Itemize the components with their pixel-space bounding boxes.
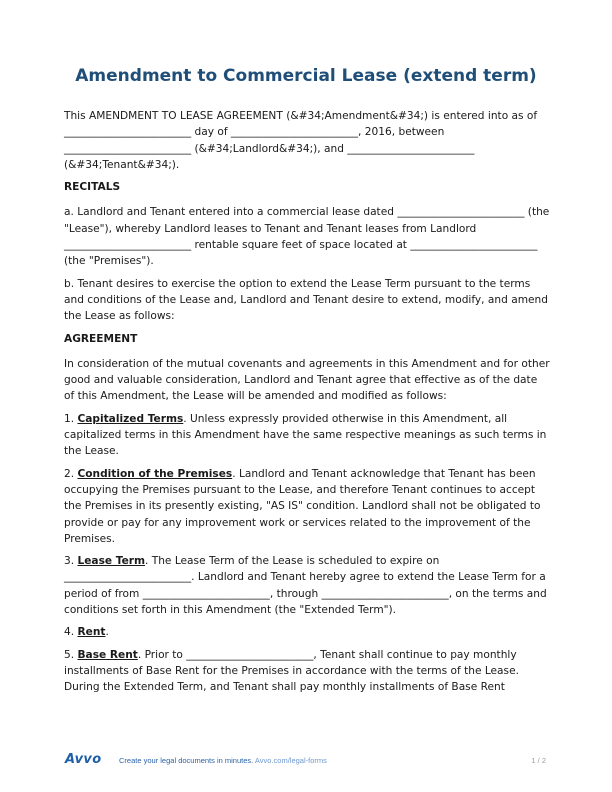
document-body (64, 108, 550, 702)
document-title: Amendment to Commercial Lease (extend term) (75, 66, 537, 86)
section-body: . (105, 626, 109, 639)
section-title: Lease Term (77, 555, 146, 568)
recital-a: a. Landlord and Tenant entered into a commercial lease dated ________________________ (the "Lease"), whereby Landlord leases to Tenant and Tenant leases from Landlord ________________________ rentable square feet of space located at ________________________ (the "Premises"). (64, 206, 550, 268)
section-rent (64, 624, 550, 640)
section-base-rent (64, 647, 550, 696)
section-lease-term (64, 553, 550, 618)
section-body: . Prior to ________________________, Tenant shall continue to pay monthly installments of Base Rent for the Premises in accordance with the terms of the Lease. During the Extended Term, and Tenant shall pay monthly installments of Base Rent (64, 648, 519, 694)
recitals-heading: RECITALS (64, 181, 121, 194)
legal-forms-link[interactable]: Avvo.com/legal-forms (254, 756, 327, 765)
agreement-intro: In consideration of the mutual covenants and agreements in this Amendment and for other good and valuable consideration, Landlord and Tenant agree that effective as of the date of this Amendment, the Lease will be amended and modified as follows: (64, 357, 550, 403)
avvo-logo[interactable]: Avvo (65, 752, 102, 767)
section-body: . Landlord and Tenant acknowledge that Tenant has been occupying the Premises pursuant to the Lease, and therefore Tenant continues to accept the Premises in its presently existing, "AS IS" condition. Landlord shall not be obligated to provide or pay for any improvement work or services related to the improvement of the Premises. (64, 467, 541, 545)
section-title: Rent (77, 626, 106, 639)
page-footer (0, 750, 612, 774)
section-number: 3. (64, 555, 78, 568)
section-number: 4. (64, 626, 78, 639)
intro-paragraph: This AMENDMENT TO LEASE AGREEMENT (&#34;Amendment&#34;) is entered into as of ________________________ day of ________________________, 2016, between ________________________ (&#34;Landlord&#34;), and ________________________ (&#34;Tenant&#34;). (64, 110, 538, 171)
tagline-text: Create your legal documents in minutes. (119, 756, 254, 765)
section-condition-of-premises (64, 466, 550, 547)
section-title: Base Rent (77, 648, 138, 661)
section-title: Condition of the Premises (77, 467, 233, 480)
agreement-heading: AGREEMENT (64, 332, 138, 345)
section-number: 2. (64, 467, 78, 480)
footer-tagline (119, 756, 327, 765)
section-body: . Unless expressly provided otherwise in this Amendment, all capitalized terms in this Amendment have the same respective meanings as such terms in the Lease. (64, 412, 547, 458)
recital-b: b. Tenant desires to exercise the option to extend the Lease Term pursuant to the terms and conditions of the Lease and, Landlord and Tenant desire to extend, modify, and amend the Lease as follows: (64, 277, 548, 323)
section-capitalized-terms (64, 411, 550, 460)
section-body: . The Lease Term of the Lease is scheduled to expire on ________________________. Landlord and Tenant hereby agree to extend the Lease Term for a period of from ________________________, through ________________________, on the terms and conditions set forth in this Amendment (the "Extended Term"). (64, 555, 547, 617)
section-number: 1. (64, 412, 78, 425)
section-title: Capitalized Terms (77, 412, 184, 425)
page-number: 1 / 2 (531, 756, 546, 765)
section-number: 5. (64, 648, 78, 661)
